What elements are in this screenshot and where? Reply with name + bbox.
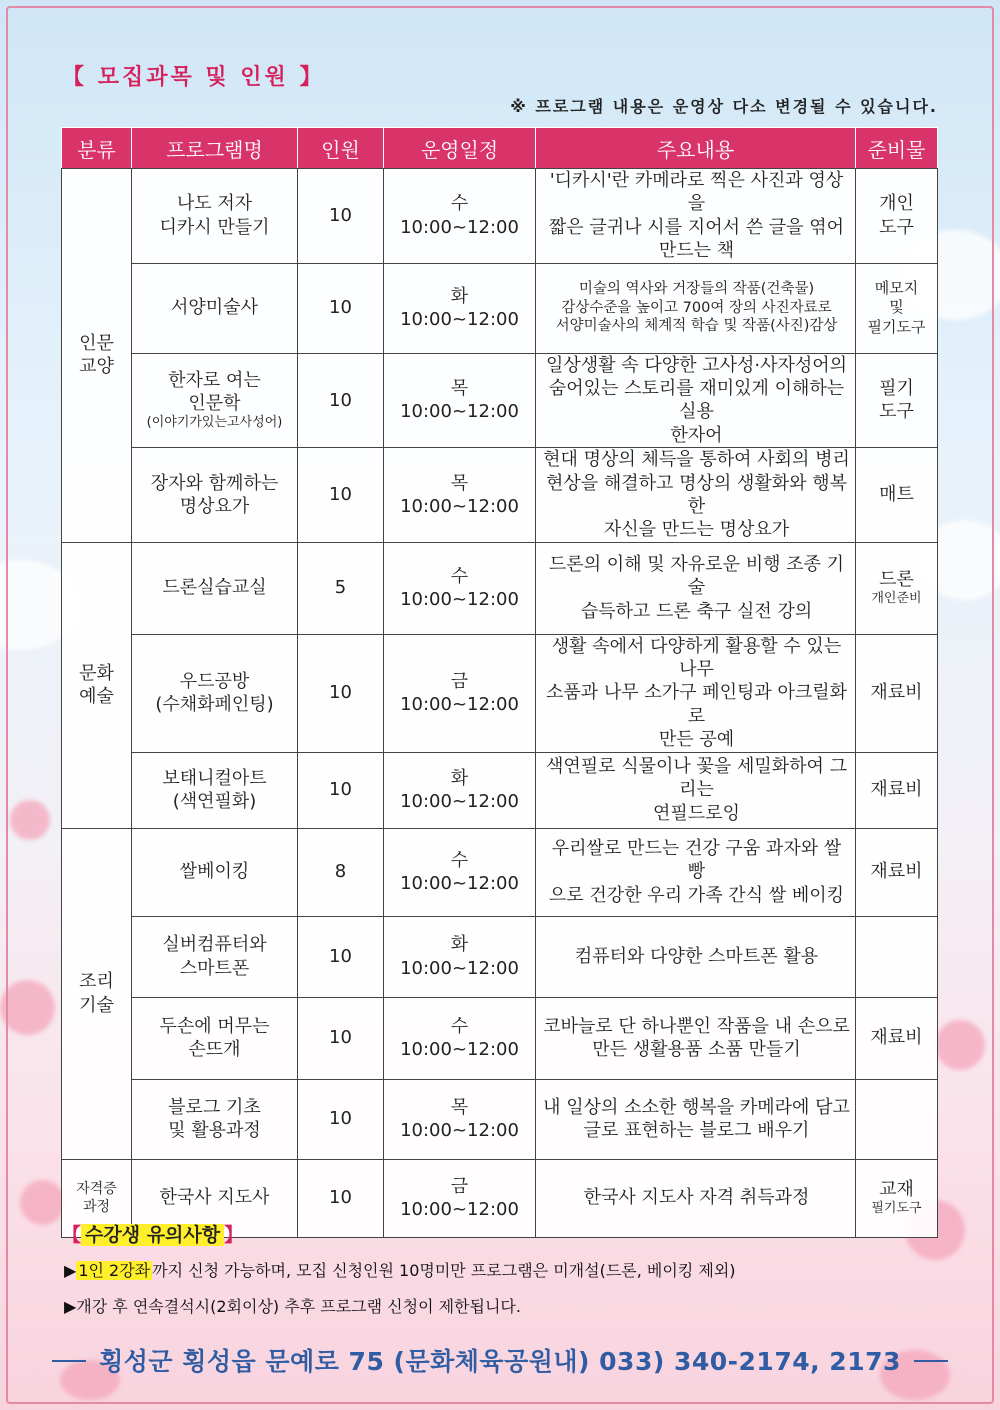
count-cell: 10 [298, 263, 384, 353]
program-name: (수채화페인팅) [155, 694, 274, 716]
description-cell [536, 263, 856, 353]
blossom-decoration [935, 1020, 985, 1070]
supplies-text: 메모지 [874, 278, 919, 297]
program-name: 블로그 기초 [168, 1096, 261, 1118]
program-name-cell [132, 634, 298, 752]
note-line: ▶개강 후 연속결석시(2회이상) 추후 프로그램 신청이 제한됩니다. [64, 1297, 521, 1316]
schedule-time: 10:00~12:00 [400, 694, 519, 716]
schedule-day: 목 [450, 377, 469, 399]
description-line: 컴퓨터와 다양한 스마트폰 활용 [574, 945, 819, 967]
description-cell [536, 169, 856, 264]
schedule-time: 10:00~12:00 [400, 216, 519, 238]
description-line: 미술의 역사와 거장들의 작품(건축물) [578, 280, 815, 297]
schedule-cell [384, 448, 536, 543]
column-header: 준비물 [856, 128, 938, 169]
blossom-decoration [20, 1180, 65, 1225]
schedule-time: 10:00~12:00 [400, 1199, 519, 1221]
supplies-cell [856, 634, 938, 752]
supplies-text: 도구 [879, 401, 914, 423]
program-name: 및 활용과정 [168, 1120, 261, 1142]
course-table [61, 127, 938, 1238]
supplies-text: 필기도구 [871, 1201, 922, 1217]
description-line: 내 일상의 소소한 행복을 카메라에 담고 [543, 1096, 850, 1118]
description-line: 글로 표현하는 블로그 배우기 [583, 1120, 810, 1142]
program-name: 서양미술사 [171, 297, 258, 319]
description-cell [536, 448, 856, 543]
schedule-day: 목 [450, 1096, 469, 1118]
description-cell [536, 542, 856, 634]
supplies-cell [856, 1159, 938, 1237]
schedule-time: 10:00~12:00 [400, 589, 519, 611]
program-name: 장자와 함께하는 [150, 472, 279, 494]
table-row [62, 353, 938, 448]
table-row [62, 828, 938, 916]
supplies-cell [856, 916, 938, 997]
schedule-day: 수 [450, 849, 469, 871]
section-title [62, 60, 324, 91]
supplies-text: 개인 [879, 193, 914, 215]
description-line: 코바늘로 단 하나뿐인 작품을 내 손으로 [543, 1015, 850, 1037]
program-name: 명상요가 [179, 495, 250, 517]
description-line: 자신을 만드는 명상요가 [603, 519, 790, 541]
table-row [62, 634, 938, 752]
table-row [62, 997, 938, 1079]
table-row [62, 448, 938, 543]
supplies-text: 교재 [879, 1179, 914, 1200]
schedule-time: 10:00~12:00 [400, 957, 519, 979]
program-name: 나도 저자 [176, 193, 253, 215]
description-line: 한국사 지도사 자격 취득과정 [583, 1187, 810, 1209]
title-text: 모집과목 및 인원 [97, 65, 289, 90]
supplies-text: 필기도구 [867, 317, 926, 336]
category-label: 인문 [79, 332, 114, 354]
count-cell: 10 [298, 997, 384, 1079]
description-line: 만든 공예 [658, 729, 735, 751]
category-label: 예술 [79, 686, 114, 708]
description-line: 현대 명상의 체득을 통하여 사회의 병리 [543, 449, 850, 471]
column-header: 분류 [62, 128, 132, 169]
table-row [62, 916, 938, 997]
supplies-text: 재료비 [870, 861, 923, 883]
supplies-cell [856, 353, 938, 448]
description-line: 우리쌀로 만드는 건강 구움 과자와 쌀 빵 [551, 838, 842, 883]
program-name-cell [132, 542, 298, 634]
schedule-time: 10:00~12:00 [400, 1120, 519, 1142]
program-subtitle: (이야기가있는고사성어) [146, 415, 283, 431]
supplies-cell [856, 542, 938, 634]
address-footer: 횡성군 횡성읍 문예로 75 (문화체육공원내) 033) 340-2174, 2173 [0, 1342, 1000, 1378]
count-cell: 10 [298, 634, 384, 752]
description-line: 만든 생활용품 소품 만들기 [592, 1039, 801, 1061]
description-line: 한자어 [670, 424, 723, 446]
description-cell [536, 752, 856, 828]
schedule-cell [384, 542, 536, 634]
category-cell [62, 169, 132, 543]
description-line: 생활 속에서 다양하게 활용할 수 있는 나무 [551, 635, 842, 681]
program-name: 손뜨개 [188, 1039, 241, 1061]
program-name: 실버컴퓨터와 [162, 934, 267, 956]
program-name: 디카시 만들기 [159, 216, 270, 238]
table-header-row [62, 128, 938, 169]
table-row [62, 1079, 938, 1159]
title-bracket-close: 】 [299, 65, 325, 90]
description-line: 일상생활 속 다양한 고사성·사자성어의 [545, 354, 848, 376]
supplies-text: 도구 [879, 216, 914, 238]
schedule-time: 10:00~12:00 [400, 401, 519, 423]
description-line: 감상수준을 높이고 700여 장의 사진자료로 [561, 299, 832, 316]
program-name-cell [132, 169, 298, 264]
schedule-day: 금 [450, 670, 469, 692]
table-row [62, 752, 938, 828]
notes-title [62, 1220, 243, 1247]
blossom-decoration [10, 800, 50, 840]
schedule-cell [384, 263, 536, 353]
supplies-text: 재료비 [870, 682, 923, 704]
program-name: 인문학 [188, 392, 241, 414]
schedule-day: 수 [450, 565, 469, 587]
supplies-cell [856, 448, 938, 543]
note-line [64, 1258, 736, 1281]
description-line: 드론의 이해 및 자유로운 비행 조종 기술 [548, 554, 845, 599]
description-line: 숨어있는 스토리를 재미있게 이해하는 실용 [548, 377, 845, 423]
title-bracket-open: 【 [62, 65, 88, 90]
program-name: 우드공방 [179, 670, 250, 692]
blossom-decoration [0, 980, 55, 1035]
supplies-text: 재료비 [870, 779, 923, 801]
column-header: 운영일정 [384, 128, 536, 169]
count-cell: 10 [298, 169, 384, 264]
description-line: 색연필로 식물이나 꽃을 세밀화하여 그리는 [545, 756, 848, 801]
schedule-cell [384, 828, 536, 916]
change-notice: ※ 프로그램 내용은 운영상 다소 변경될 수 있습니다. [510, 97, 938, 116]
category-label: 조리 [79, 971, 114, 993]
description-line: 서양미술사의 체계적 학습 및 작품(사진)감상 [555, 318, 838, 335]
description-cell [536, 634, 856, 752]
description-line: '디카시'란 카메라로 찍은 사진과 영상을 [549, 170, 844, 215]
count-cell: 5 [298, 542, 384, 634]
supplies-cell [856, 169, 938, 264]
program-name: (색연필화) [172, 791, 257, 813]
schedule-day: 금 [450, 1175, 469, 1197]
count-cell: 10 [298, 916, 384, 997]
schedule-day: 화 [450, 285, 469, 307]
description-cell [536, 916, 856, 997]
supplies-text: 재료비 [870, 1027, 923, 1049]
schedule-cell [384, 916, 536, 997]
program-name-cell [132, 353, 298, 448]
schedule-time: 10:00~12:00 [400, 873, 519, 895]
category-cell [62, 542, 132, 828]
supplies-cell [856, 828, 938, 916]
program-name-cell [132, 1079, 298, 1159]
table-row [62, 263, 938, 353]
schedule-cell [384, 997, 536, 1079]
category-cell [62, 828, 132, 1159]
schedule-cell [384, 1159, 536, 1237]
description-line: 연필드로잉 [653, 802, 740, 824]
schedule-cell [384, 752, 536, 828]
note-text: 까지 신청 가능하며, 모집 신청인원 10명미만 프로그램은 미개설(드론, 베이킹 제외) [152, 1261, 736, 1280]
program-name-cell [132, 828, 298, 916]
schedule-day: 수 [450, 1015, 469, 1037]
supplies-text: 매트 [879, 484, 914, 506]
program-name-cell [132, 263, 298, 353]
schedule-day: 화 [450, 934, 469, 956]
program-name-cell [132, 997, 298, 1079]
column-header: 인원 [298, 128, 384, 169]
column-header: 주요내용 [536, 128, 856, 169]
description-cell [536, 997, 856, 1079]
program-name: 한국사 지도사 [159, 1187, 270, 1209]
program-name: 스마트폰 [179, 957, 250, 979]
program-name: 두손에 머무는 [159, 1015, 270, 1037]
count-cell: 10 [298, 752, 384, 828]
supplies-cell [856, 752, 938, 828]
supplies-cell [856, 263, 938, 353]
schedule-time: 10:00~12:00 [400, 495, 519, 517]
supplies-text: 드론 [879, 569, 914, 591]
count-cell: 10 [298, 448, 384, 543]
notes-title-text: 수강생 유의사항 [81, 1224, 224, 1246]
schedule-time: 10:00~12:00 [400, 1039, 519, 1061]
count-cell: 10 [298, 1079, 384, 1159]
description-line: 으로 건강한 우리 가족 간식 쌀 베이킹 [548, 884, 845, 906]
description-cell [536, 1079, 856, 1159]
schedule-day: 목 [450, 472, 469, 494]
schedule-cell [384, 1079, 536, 1159]
supplies-text: 개인준비 [871, 591, 922, 607]
program-name: 한자로 여는 [168, 369, 261, 391]
count-cell: 10 [298, 353, 384, 448]
schedule-day: 화 [450, 767, 469, 789]
category-label: 과정 [82, 1199, 111, 1216]
column-header: 프로그램명 [132, 128, 298, 169]
program-name-cell [132, 752, 298, 828]
supplies-text: 및 [889, 298, 904, 317]
description-line: 소품과 나무 소가구 페인팅과 아크릴화로 [545, 682, 848, 727]
schedule-cell [384, 634, 536, 752]
program-name: 보태니컬아트 [162, 767, 267, 789]
description-cell [536, 353, 856, 448]
category-label: 교양 [79, 356, 114, 378]
count-cell: 8 [298, 828, 384, 916]
description-line: 짧은 글귀나 시를 지어서 쓴 글을 엮어 [548, 216, 845, 238]
note-bullet: ▶ [64, 1261, 77, 1280]
program-name: 드론실습교실 [162, 577, 267, 599]
supplies-cell [856, 997, 938, 1079]
notes-bracket-open: 【 [62, 1224, 82, 1246]
program-name-cell [132, 916, 298, 997]
schedule-time: 10:00~12:00 [400, 791, 519, 813]
description-cell [536, 1159, 856, 1237]
schedule-cell [384, 353, 536, 448]
table-row [62, 542, 938, 634]
program-name: 쌀베이킹 [179, 861, 250, 883]
description-line: 만드는 책 [658, 240, 735, 262]
schedule-day: 수 [450, 193, 469, 215]
notes-bracket-close: 】 [224, 1224, 244, 1246]
program-name-cell [132, 448, 298, 543]
schedule-cell [384, 169, 536, 264]
category-label: 문화 [79, 662, 114, 684]
category-label: 자격증 [76, 1180, 117, 1197]
schedule-time: 10:00~12:00 [400, 309, 519, 331]
note-highlight: 1인 2강좌 [78, 1261, 151, 1280]
supplies-cell [856, 1079, 938, 1159]
count-cell: 10 [298, 1159, 384, 1237]
description-line: 현상을 해결하고 명상의 생활화와 행복한 [545, 472, 848, 517]
supplies-text: 필기 [879, 377, 914, 399]
category-label: 기술 [79, 994, 114, 1016]
description-cell [536, 828, 856, 916]
table-row [62, 169, 938, 264]
description-line: 습득하고 드론 축구 실전 강의 [580, 600, 813, 622]
